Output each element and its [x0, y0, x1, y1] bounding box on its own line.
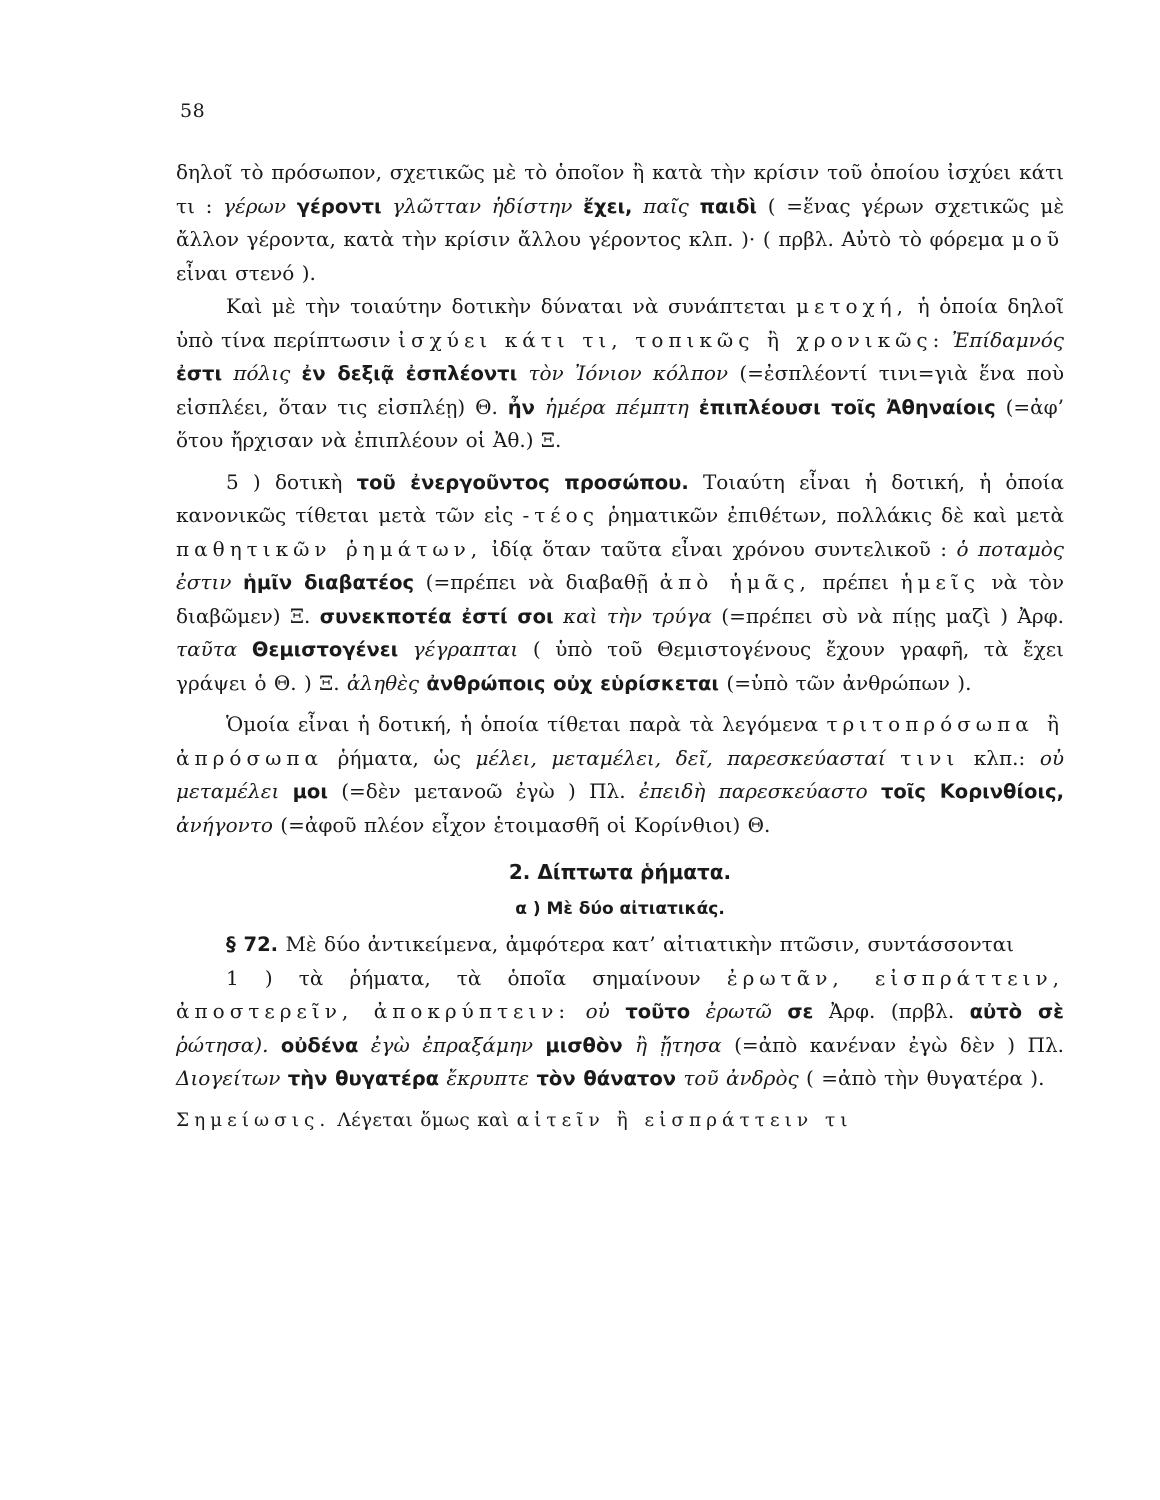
- text-run: δηλοῖ τὸ πρόσωπον, σχετικῶς μὲ τὸ ὁποῖον ἢ κατὰ τὴν κρίσιν τοῦ ὁποίου ἰσχύει κάτι τι :: [176, 160, 1064, 218]
- text-run: [772, 999, 787, 1023]
- text-run: Σημείωσις.: [176, 1109, 331, 1131]
- text-run: γέγραπται: [412, 637, 519, 661]
- section-title: 2. Δίπτωτα ῥήματα.: [508, 860, 732, 884]
- text-run: [632, 194, 643, 218]
- text-run: ἐρωτᾶν, εἰσπράττειν, ἀποστερεῖν, ἀποκρύπτειν:: [176, 965, 1064, 1023]
- text-run: ἦν: [507, 395, 535, 419]
- text-run: γέροντι: [296, 194, 382, 218]
- text-run: Ὁμοία εἶναι ἡ δοτική, ἡ ὁποία τίθεται παρὰ τὰ λεγόμενα: [226, 712, 827, 736]
- text-run: ( =ἀπὸ τὴν θυγατέρα ).: [798, 1066, 1045, 1090]
- text-run: τοῦτο: [625, 1000, 691, 1023]
- paragraph-dative-participle: [176, 290, 1064, 458]
- text-run: (=πρέπει σὺ νὰ πίῃς μαζὶ ) Ἀρφ.: [711, 603, 1065, 628]
- text-run: ἡμεῖς: [900, 570, 980, 594]
- text-run: (=ἀφοῦ πλέον εἶχον ἑτοιμασθῆ οἱ Κορίνθιοι) Θ.: [272, 812, 771, 837]
- text-run: (=ἀφ’ ὅτου ἤρχισαν νὰ ἐπιπλέουν οἱ Ἀθ.) Ξ.: [176, 394, 1065, 452]
- text-run: ἡ ὁποία δηλοῖ ὑπὸ τίνα περίπτωσιν: [176, 294, 1064, 352]
- text-run: [279, 779, 292, 803]
- text-run: -τέος: [522, 503, 599, 527]
- text-run: τὴν θυγατέρα: [287, 1067, 440, 1090]
- text-run: 5 ) δοτικὴ: [226, 469, 357, 494]
- text-run: ῥήματα, ὡς: [323, 745, 476, 770]
- text-run: ἡμῖν διαβατέος: [243, 571, 415, 594]
- text-run: ταῦτα: [176, 637, 238, 661]
- text-run: [689, 395, 699, 419]
- text-run: παῖς: [643, 193, 689, 218]
- text-run: Ἐπίδαμνός: [952, 327, 1065, 352]
- text-run: (=δὲν μετανοῶ ἐγὼ ) Πλ.: [327, 779, 639, 803]
- text-run: Τοιαύτη εἶναι ἡ δοτική, ἡ ὁποία κανονικῶς τίθεται μετὰ τῶν εἰς: [176, 469, 1065, 527]
- text-run: [535, 395, 545, 419]
- text-run: ἀπὸ ἡμᾶς,: [659, 570, 811, 594]
- text-run: ( ὑπὸ τοῦ Θεμιστογένους ἔχουν γραφῆ, τὰ ἔχει γράψει ὁ Θ. ) Ξ.: [176, 637, 1064, 695]
- section-paragraph: [176, 928, 1064, 962]
- text-run: [517, 361, 528, 385]
- text-run: [280, 1066, 287, 1090]
- paragraph-impersonal-verbs: [176, 708, 1064, 842]
- section-number: § 72.: [226, 933, 279, 956]
- text-run: οὐ μεταμέλει: [176, 745, 1065, 803]
- text-run: τὸν Ἰόνιον κόλπον: [528, 361, 729, 385]
- text-run: μισθὸν: [545, 1033, 623, 1057]
- text-run: τοῦ ἐνεργοῦντος προσώπου.: [356, 470, 689, 494]
- text-run: (=πρέπει νὰ διαβαθῇ: [414, 570, 660, 594]
- text-run: αὐτὸ σὲ: [969, 1000, 1065, 1023]
- text-run: παθητικῶν ῥημάτων,: [176, 536, 483, 561]
- text-run: Καὶ μὲ τὴν τοιαύτην δοτικὴν δύναται νὰ συνάπτεται: [226, 294, 797, 318]
- text-run: Διογείτων: [176, 1066, 281, 1090]
- text-run: [623, 1033, 635, 1057]
- text-run: ἀνήγοντο: [176, 812, 273, 837]
- text-run: [944, 328, 952, 352]
- text-run: καὶ τὴν τρύγα: [562, 603, 712, 628]
- text-run: πόλις: [233, 361, 291, 385]
- text-run: τὸν θάνατον: [536, 1067, 676, 1090]
- text-run: [572, 194, 583, 218]
- text-run: [690, 999, 705, 1023]
- text-run: [533, 1033, 545, 1057]
- section-paragraph-text: Μὲ δύο ἀντικείμενα, ἀμφότερα κατ’ αἰτιατικὴν πτῶσιν, συντάσσονται: [285, 932, 1015, 956]
- text-run: αἰτεῖν ἢ εἰσπράττειν τι: [516, 1109, 853, 1131]
- text-run: τινι: [900, 745, 960, 770]
- text-run: μετοχή,: [796, 294, 908, 318]
- text-run: [398, 637, 413, 661]
- text-run: συνεκποτέα ἐστί σοι: [319, 604, 554, 628]
- text-run: (=ἐσπλέοντί τινι=γιὰ ἕνα ποὺ εἰσπλέει, ὅταν τις εἰσπλέῃ) Θ.: [176, 361, 1065, 419]
- paragraph-dative-of-reference: [176, 156, 1064, 290]
- text-run: ἐπειδὴ παρεσκεύαστο: [638, 779, 868, 803]
- note-line: [176, 1104, 1064, 1138]
- text-run: (=ὑπὸ τῶν ἀνθρώπων ).: [719, 670, 972, 695]
- text-run: μέλει, μεταμέλει, δεῖ, παρεσκεύασταί: [475, 745, 886, 770]
- text-run: ἔκρυπτε: [446, 1066, 530, 1090]
- text-run: κλπ.:: [959, 745, 1040, 770]
- text-run: ἢ ᾔτησα: [635, 1032, 722, 1057]
- text-run: ἐπιπλέουσι τοῖς Ἀθηναίοις: [698, 395, 996, 419]
- text-run: τοῖς Κορινθίοις,: [880, 780, 1065, 803]
- paragraph-dative-of-agent: [176, 466, 1064, 701]
- text-run: Ἀρφ. (πρβλ.: [813, 999, 970, 1023]
- text-run: νὰ τὸν διαβῶμεν) Ξ.: [176, 570, 1064, 628]
- text-run: ἰδίᾳ ὅταν ταῦτα εἶναι χρόνου συντελικοῦ :: [482, 536, 957, 561]
- text-run: ἐγὼ ἐπραξάμην: [370, 1032, 533, 1057]
- text-run: [868, 779, 881, 803]
- page-body: [176, 156, 1064, 1137]
- text-run: ἐρωτῶ: [705, 999, 772, 1023]
- text-run: ( =ἕνας γέρων σχετικῶς μὲ ἄλλον γέροντα, κατὰ τὴν κρίσιν ἄλλου γέροντος κλπ. )· ( πρβλ. Αὐτὸ τὸ φόρεμα: [176, 193, 1065, 251]
- text-run: [358, 1033, 370, 1057]
- subsection-title: α ) Μὲ δύο αἰτιατικάς.: [515, 899, 725, 919]
- text-run: (=ἀπὸ κανέναν ἐγὼ δὲν ) Πλ.: [721, 1032, 1064, 1057]
- text-run: ῥώτησα).: [176, 1032, 269, 1057]
- text-run: [570, 999, 585, 1023]
- text-run: οὐ: [585, 999, 610, 1023]
- text-run: πρέπει: [810, 570, 901, 594]
- text-run: [554, 604, 563, 628]
- text-run: [222, 361, 233, 385]
- text-run: [268, 1033, 280, 1057]
- text-run: [886, 746, 901, 770]
- text-run: [689, 194, 700, 218]
- text-run: σε: [787, 1000, 814, 1023]
- text-run: ἡμέρα πέμπτη: [544, 394, 689, 419]
- text-run: ἔχει,: [583, 194, 633, 218]
- text-run: παιδὶ: [699, 194, 758, 218]
- text-run: ἐστι: [176, 362, 223, 385]
- text-run: ἰσχύει κάτι τι, τοπικῶς ἢ χρονικῶς:: [398, 327, 945, 352]
- text-run: [237, 637, 252, 661]
- page-number: 58: [180, 100, 206, 122]
- text-run: ἀνθρώποις οὐχ εὑρίσκεται: [426, 671, 720, 695]
- text-run: ῥηματικῶν ἐπιθέτων, πολλάκις δὲ καὶ μετὰ: [598, 503, 1064, 527]
- text-run: τοῦ ἀνδρὸς: [683, 1066, 799, 1090]
- text-run: εἶναι στενό ).: [176, 260, 316, 285]
- text-run: 1 ) τὰ ῥήματα, τὰ ὁποῖα σημαίνουν: [226, 965, 727, 990]
- text-run: οὐδένα: [280, 1033, 359, 1057]
- text-run: ἐν δεξιᾷ ἐσπλέοντι: [301, 362, 518, 385]
- text-run: ὁ ποταμὸς ἐστιν: [176, 536, 1064, 594]
- text-run: [286, 194, 297, 218]
- text-run: ἀληθὲς: [346, 670, 420, 695]
- text-run: [610, 999, 625, 1023]
- paragraph-item-1: [176, 962, 1064, 1096]
- text-run: Θεμιστογένει: [251, 638, 399, 661]
- text-run: Λέγεται ὅμως καὶ: [330, 1109, 517, 1131]
- text-run: μοῦ: [1011, 227, 1064, 251]
- text-run: [290, 361, 301, 385]
- text-run: [231, 570, 243, 594]
- text-run: [382, 194, 393, 218]
- text-run: γέρων: [223, 193, 286, 218]
- text-run: τριτοπρόσωπα ἢ ἀπρόσωπα: [176, 712, 1064, 770]
- text-run: μοι: [292, 780, 328, 803]
- text-run: γλῶτταν ἡδίστην: [392, 193, 573, 218]
